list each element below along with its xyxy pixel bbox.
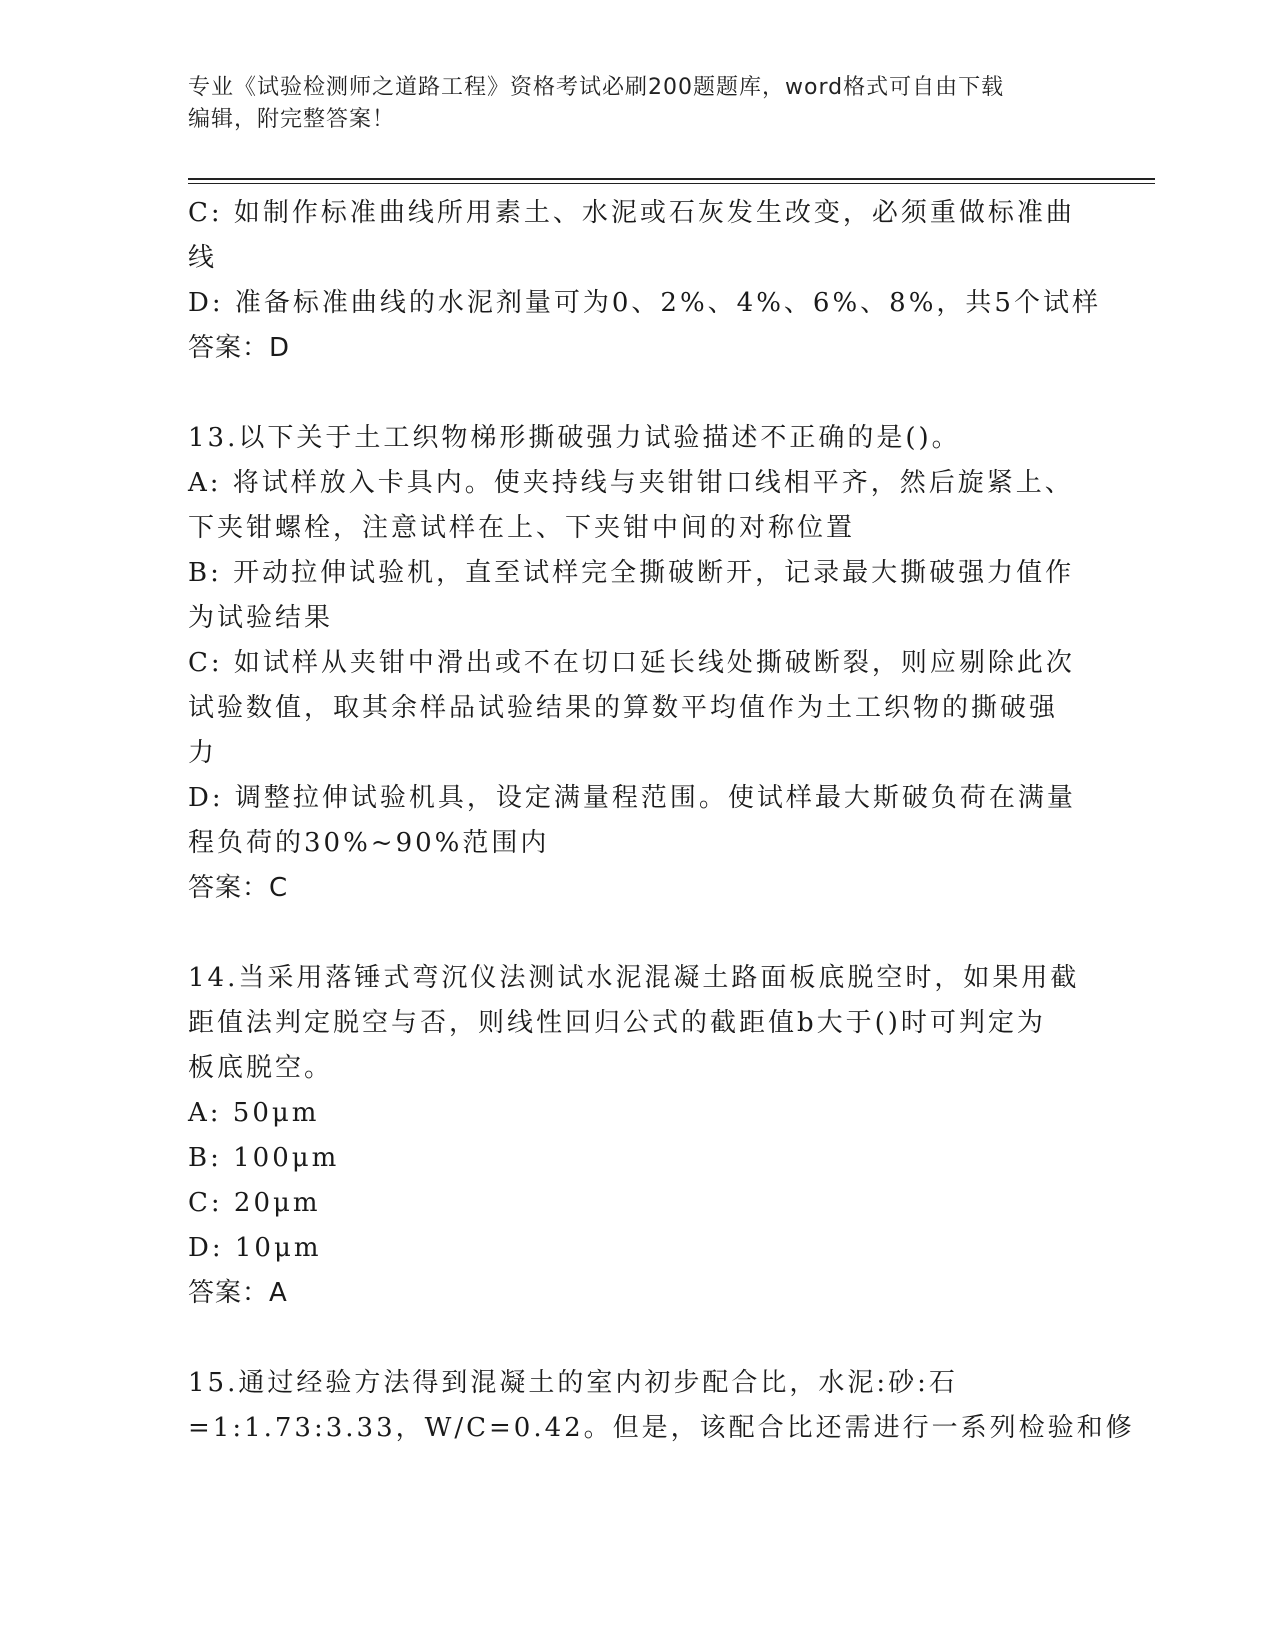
answer-12: 答案：D [188,333,291,363]
spacer [188,371,1088,416]
answer-14: 答案：A [188,1278,288,1308]
header-rule-thin [188,183,1155,184]
question-15-stem-line-2: =1:1.73:3.33，W/C=0.42。但是，该配合比还需进行一系列检验和修 [188,1413,1135,1443]
option-b-line-1: B: 开动拉伸试验机，直至试样完全撕破断开，记录最大撕破强力值作 [188,558,1075,588]
option-a-line-1: A: 将试样放入卡具内。使夹持线与夹钳钳口线相平齐，然后旋紧上、 [188,468,1074,498]
option-c-line-2: 试验数值，取其余样品试验结果的算数平均值作为土工织物的撕破强 [188,693,1059,723]
spacer [188,1316,1088,1361]
document-body [188,191,1135,1451]
question-13-stem: 13.以下关于土工织物梯形撕破强力试验描述不正确的是()。 [188,423,961,453]
question-15-stem-line-1: 15.通过经验方法得到混凝土的室内初步配合比，水泥:砂:石 [188,1368,958,1398]
spacer [188,911,1088,956]
question-12-tail [188,191,1101,371]
option-a: A: 50μm [188,1098,320,1128]
option-c: C: 20μm [188,1188,321,1218]
option-c-line-1: C: 如试样从夹钳中滑出或不在切口延长线处撕破断裂，则应剔除此次 [188,648,1075,678]
option-d: D: 10μm [188,1233,322,1263]
option-c-line-3: 力 [188,738,218,768]
option-b: B: 100μm [188,1143,340,1173]
option-d-line-2: 程负荷的30%~90%范围内 [188,828,550,858]
question-14-stem-line-1: 14.当采用落锤式弯沉仪法测试水泥混凝土路面板底脱空时，如果用截 [188,963,1080,993]
option-c-line-1: C: 如制作标准曲线所用素土、水泥或石灰发生改变，必须重做标准曲 [188,198,1075,228]
question-14 [188,956,1088,1316]
question-13 [188,416,1088,911]
option-d-line-1: D: 调整拉伸试验机具，设定满量程范围。使试样最大斯破负荷在满量 [188,783,1076,813]
header-line-1: 专业《试验检测师之道路工程》资格考试必刷200题题库，word格式可自由下载 [188,75,1005,100]
answer-13: 答案：C [188,873,289,903]
page-header [188,72,1088,136]
option-b-line-2: 为试验结果 [188,603,334,633]
option-a-line-2: 下夹钳螺栓，注意试样在上、下夹钳中间的对称位置 [188,513,856,543]
header-rule-thick [188,178,1155,180]
option-d: D: 准备标准曲线的水泥剂量可为0、2%、4%、6%、8%，共5个试样 [188,288,1101,318]
option-c-line-2: 线 [188,243,218,273]
header-line-2: 编辑，附完整答案！ [188,107,396,132]
question-15 [188,1361,1135,1451]
question-14-stem-line-3: 板底脱空。 [188,1053,334,1083]
question-14-stem-line-2: 距值法判定脱空与否，则线性回归公式的截距值b大于()时可判定为 [188,1008,1046,1038]
